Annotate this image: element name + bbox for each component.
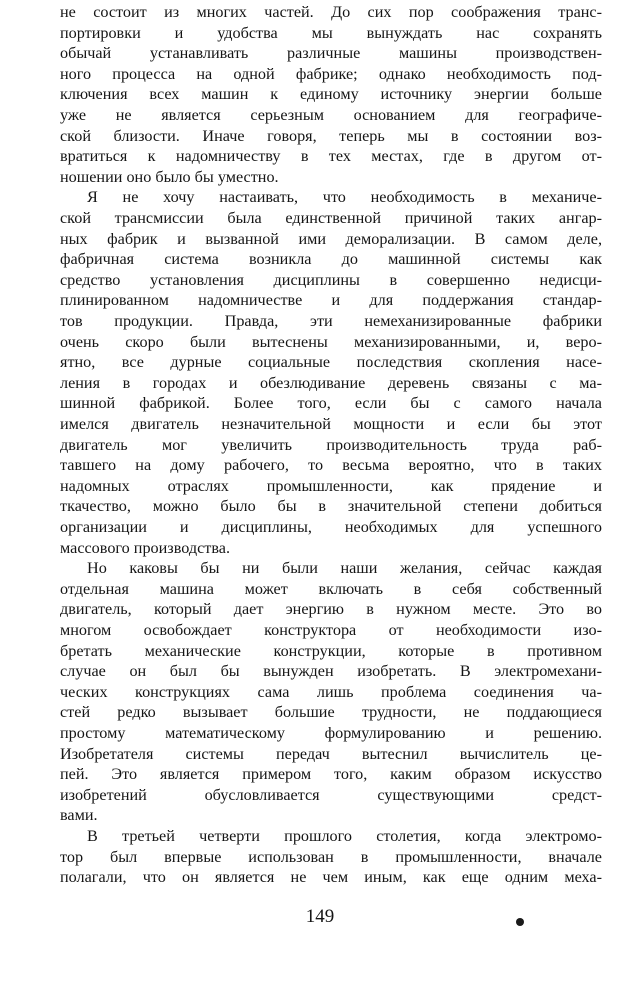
text-line: массового производства. [60,538,231,557]
text-line: очень скоро были вытеснены механизированными, и, веро- [60,332,602,351]
text-line: ской близости. Иначе говоря, теперь мы в состоянии воз- [60,126,602,145]
text-line: изобретений обусловливается существующими средст- [60,785,602,804]
text-line: стей редко вызывает большие трудности, не поддающиеся [60,703,602,722]
text-line: ношении оно было бы уместно. [60,167,279,186]
text-line: шинной фабрикой. Более того, если бы с самого начала [60,394,602,413]
text-line: не состоит из многих частей. До сих пор соображения транс- [60,3,602,21]
text-line: В третьей четверти прошлого столетия, когда электромо- [87,827,602,845]
text-line: бретать механические конструкции, которые в противном [60,641,602,660]
text-line: ления в городах и обезлюдивание деревень связаны с ма- [60,373,602,392]
text-line: тавшего на дому рабочего, то весьма вероятно, что в таких [60,456,602,475]
text-line: ской трансмиссии была единственной причиной таких ангар- [60,209,602,227]
page-number: 149 [305,905,335,927]
text-line: ткачество, можно было бы в значительной степени добиться [60,497,602,516]
text-line: уже не является серьезным основанием для географиче- [60,106,602,124]
text-line: средство установления дисциплины в совершенно недисци- [60,270,602,289]
text-line: Изобретателя системы передач вытеснил вычислитель це- [60,744,602,763]
text-line: организации и дисциплины, необходимых для успешного [60,518,602,536]
text-line: Я не хочу настаивать, что необходимость в механиче- [87,188,602,207]
text-line: тов продукции. Правда, эти немеханизированные фабрики [60,312,602,330]
text-line: ческих конструкциях сама лишь проблема соединения ча- [60,682,602,701]
text-line: портировки и удобства мы вынуждать нас сохранять [60,23,602,42]
text-line: тор был впервые использован в промышленности, вначале [60,847,602,866]
text-line: обычай устанавливать различные машины производствен- [60,44,602,63]
text-line: вратиться к надомничеству в тех местах, где в другом от- [60,147,602,166]
text-line: ятно, все дурные социальные последствия скопления насе- [60,353,602,372]
text-line: вами. [60,806,98,825]
text-line: ных фабрик и вызванной ими деморализации. В самом деле, [60,229,602,248]
text-line: фабричная система возникла до машинной системы как [60,250,602,269]
text-line: случае он был бы вынужден изобретать. В электромехани- [60,662,602,681]
text-line: двигатель, который дает энергию в нужном месте. Это во [60,600,602,619]
text-line: имелся двигатель незначительной мощности и если бы этот [60,415,602,433]
text-line: многом освобождает конструктора от необходимости изо- [60,621,602,639]
text-line: простому математическому формулированию и решению. [60,724,602,742]
text-line: ного процесса на одной фабрике; однако необходимость под- [60,64,602,83]
text-line: плинированном надомничестве и для поддержания стандар- [60,291,602,310]
text-line: полагали, что он является не чем иным, как еще одним меха- [60,868,602,887]
text-line: отдельная машина может включать в себя собственный [60,579,602,598]
text-line: двигатель мог увеличить производительность труда раб- [60,435,602,454]
text-line: Но каковы бы ни были наши желания, сейчас каждая [87,559,602,578]
text-line: надомных отраслях промышленности, как прядение и [60,476,602,495]
ink-speck [516,918,524,926]
text-line: пей. Это является примером того, каким образом искусство [60,765,602,784]
text-line: ключения всех машин к единому источнику энергии больше [60,85,602,104]
